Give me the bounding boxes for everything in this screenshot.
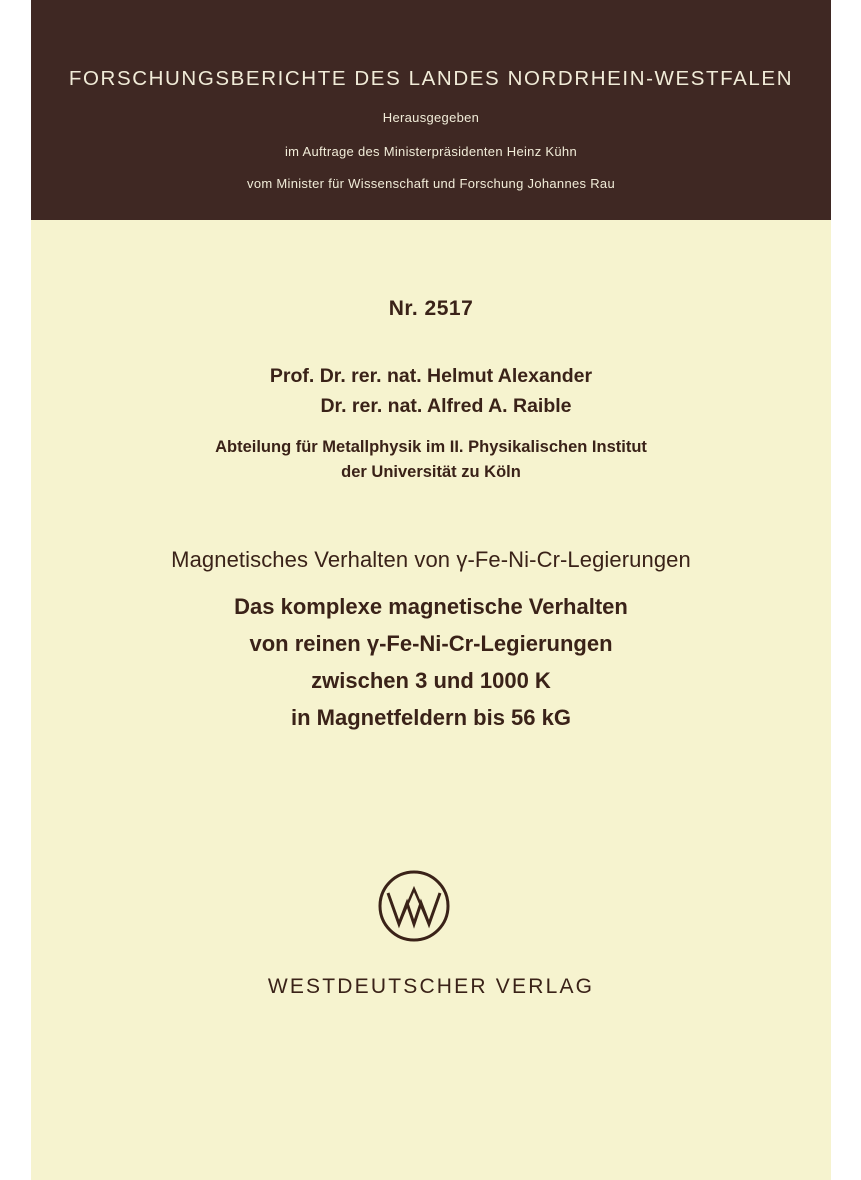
book-title: Magnetisches Verhalten von γ-Fe-Ni-Cr-Legierungen [171, 547, 691, 572]
subtitle-line-4: in Magnetfeldern bis 56 kG [291, 705, 571, 730]
series-title: FORSCHUNGSBERICHTE DES LANDES NORDRHEIN-WESTFALEN [68, 67, 794, 90]
subtitle-line-1: Das komplexe magnetische Verhalten [234, 594, 628, 619]
author-2: Dr. rer. nat. Alfred A. Raible [320, 395, 572, 417]
affiliation-line-1: Abteilung für Metallphysik im II. Physikalischen Institut [215, 438, 647, 456]
author-1: Prof. Dr. rer. nat. Helmut Alexander [269, 365, 593, 387]
header-line-minister: vom Minister für Wissenschaft und Forschung Johannes Rau [247, 176, 615, 191]
report-number: Nr. 2517 [388, 297, 474, 320]
subtitle-line-2: von reinen γ-Fe-Ni-Cr-Legierungen [249, 631, 613, 656]
header-band [31, 0, 831, 220]
publisher-name: WESTDEUTSCHER VERLAG [267, 975, 595, 998]
affiliation-line-2: der Universität zu Köln [341, 463, 521, 481]
subtitle-line-3: zwischen 3 und 1000 K [311, 668, 551, 693]
header-line-commission: im Auftrage des Ministerpräsidenten Heinz Kühn [284, 144, 577, 159]
publisher-logo-icon [377, 869, 451, 943]
header-line-editor: Herausgegeben [382, 110, 480, 125]
book-cover [31, 0, 831, 1180]
